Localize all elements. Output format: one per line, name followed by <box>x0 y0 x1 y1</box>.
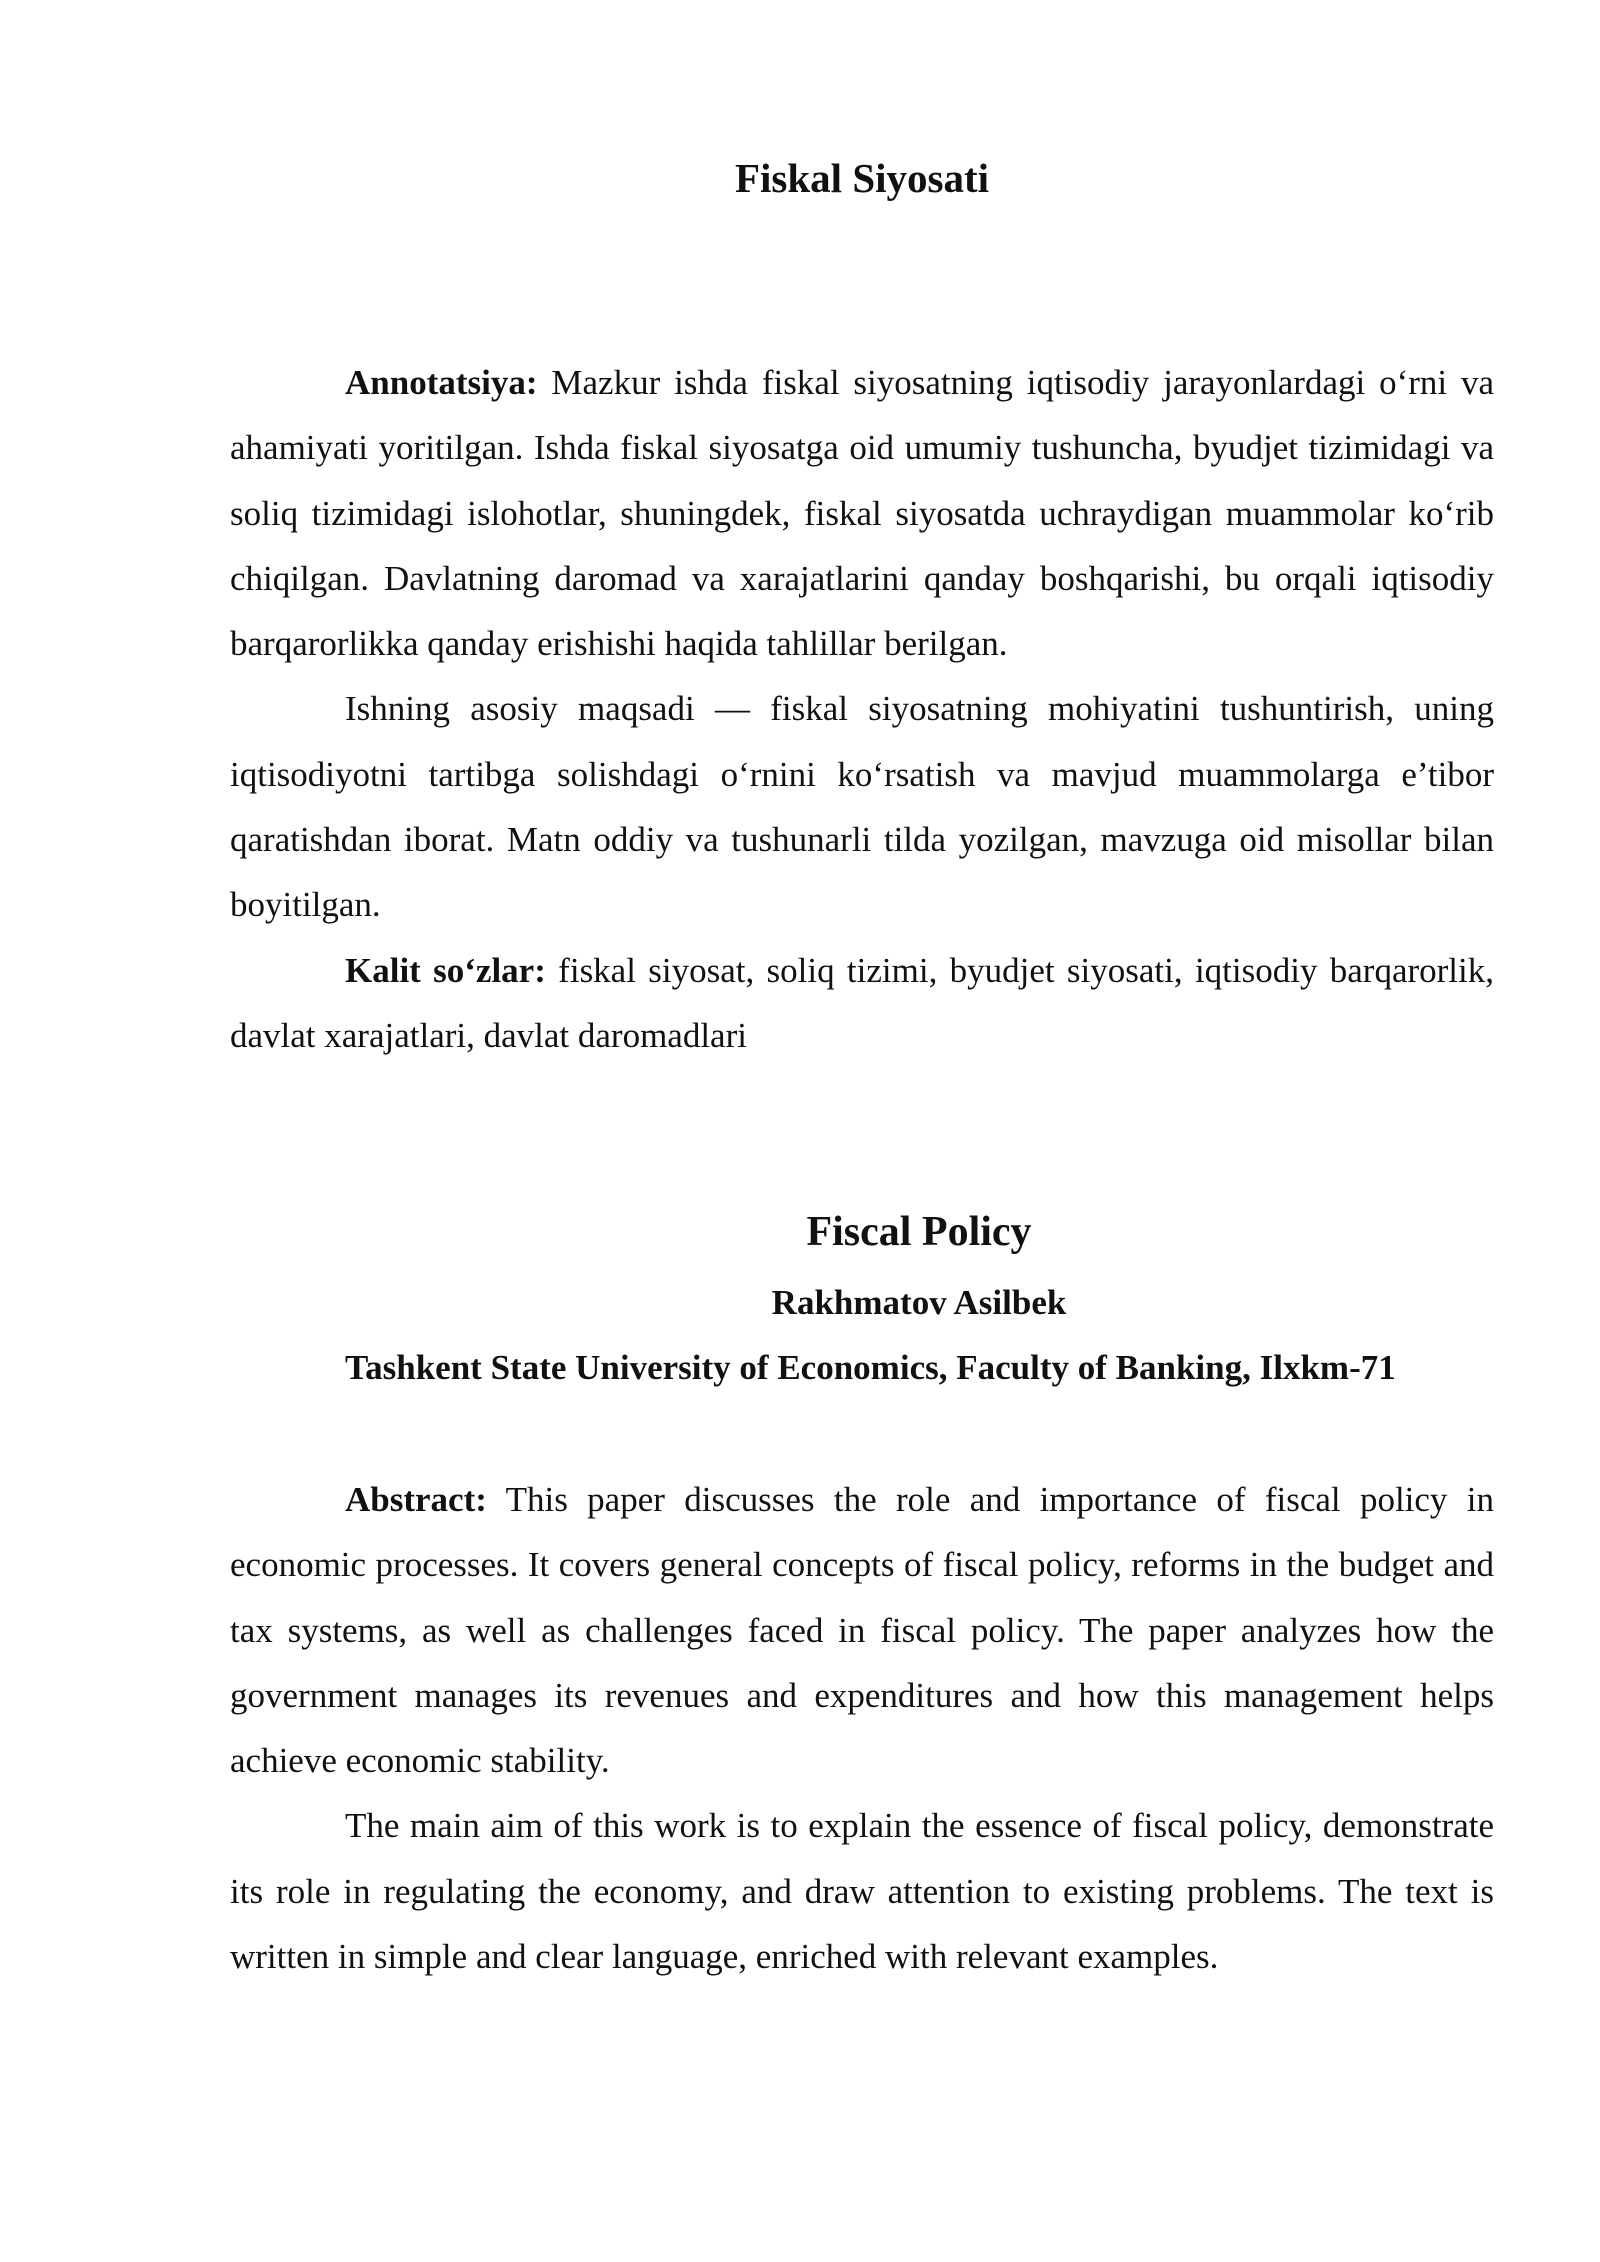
uz-keywords-paragraph <box>230 938 1494 1069</box>
uz-aim-text: Ishning asosiy maqsadi — fiskal siyosatning mohiyatini tushuntirish, uning iqtisodiyotni tartibga solishdagi o‘rnini ko‘rsatish va mavjud muammolarga e’tibor qaratishdan iborat. Matn oddiy va tushunarli tilda yozilgan, mavzuga oid misollar bilan boyitilgan. <box>230 689 1494 925</box>
en-title: Fiscal Policy <box>806 1209 1032 1255</box>
uz-title: Fiskal Siyosati <box>734 155 990 201</box>
en-abstract-paragraph <box>230 1467 1494 1793</box>
en-abstract-text: This paper discusses the role and importance of fiscal policy in economic processes. It covers general concepts of fiscal policy, reforms in the budget and tax systems, as well as challenges faced in fiscal policy. The paper analyzes how the government manages its revenues and expenditures and how this management helps achieve economic stability. <box>230 1480 1494 1781</box>
en-abstract-label: Abstract: <box>345 1480 487 1519</box>
uz-keywords-label: Kalit so‘zlar: <box>345 950 546 990</box>
uz-annotation-label: Annotatsiya: <box>345 363 538 402</box>
en-abstract-section <box>230 1467 1494 1989</box>
uz-annotation-paragraph <box>230 350 1494 676</box>
author-name: Rakhmatov Asilbek <box>771 1283 1067 1322</box>
uz-annotation-section <box>230 350 1494 1068</box>
uz-keywords-text: fiskal siyosat, soliq tizimi, byudjet siyosati, iqtisodiy barqarorlik, davlat xarajatlari, davlat daromadlari <box>230 950 1494 1055</box>
author-affiliation: Tashkent State University of Economics, Faculty of Banking, Ilxkm-71 <box>345 1348 1396 1387</box>
uz-aim-paragraph <box>230 676 1494 937</box>
en-aim-paragraph <box>230 1793 1494 1989</box>
en-aim-text: The main aim of this work is to explain the essence of fiscal policy, demonstrate its role in regulating the economy, and draw attention to existing problems. The text is written in simple and clear language, enriched with relevant examples. <box>230 1806 1494 1977</box>
uz-annotation-text: Mazkur ishda fiskal siyosatning iqtisodiy jarayonlardagi o‘rni va ahamiyati yoritilgan. Ishda fiskal siyosatga oid umumiy tushuncha, byudjet tizimidagi va soliq tizimidagi islohotlar, shuningdek, fiskal siyosatda uchraydigan muammolar ko‘rib chiqilgan. Davlatning daromad va xarajatlarini qanday boshqarishi, bu orqali iqtisodiy barqarorlikka qanday erishishi haqida tahlillar berilgan. <box>230 363 1494 664</box>
